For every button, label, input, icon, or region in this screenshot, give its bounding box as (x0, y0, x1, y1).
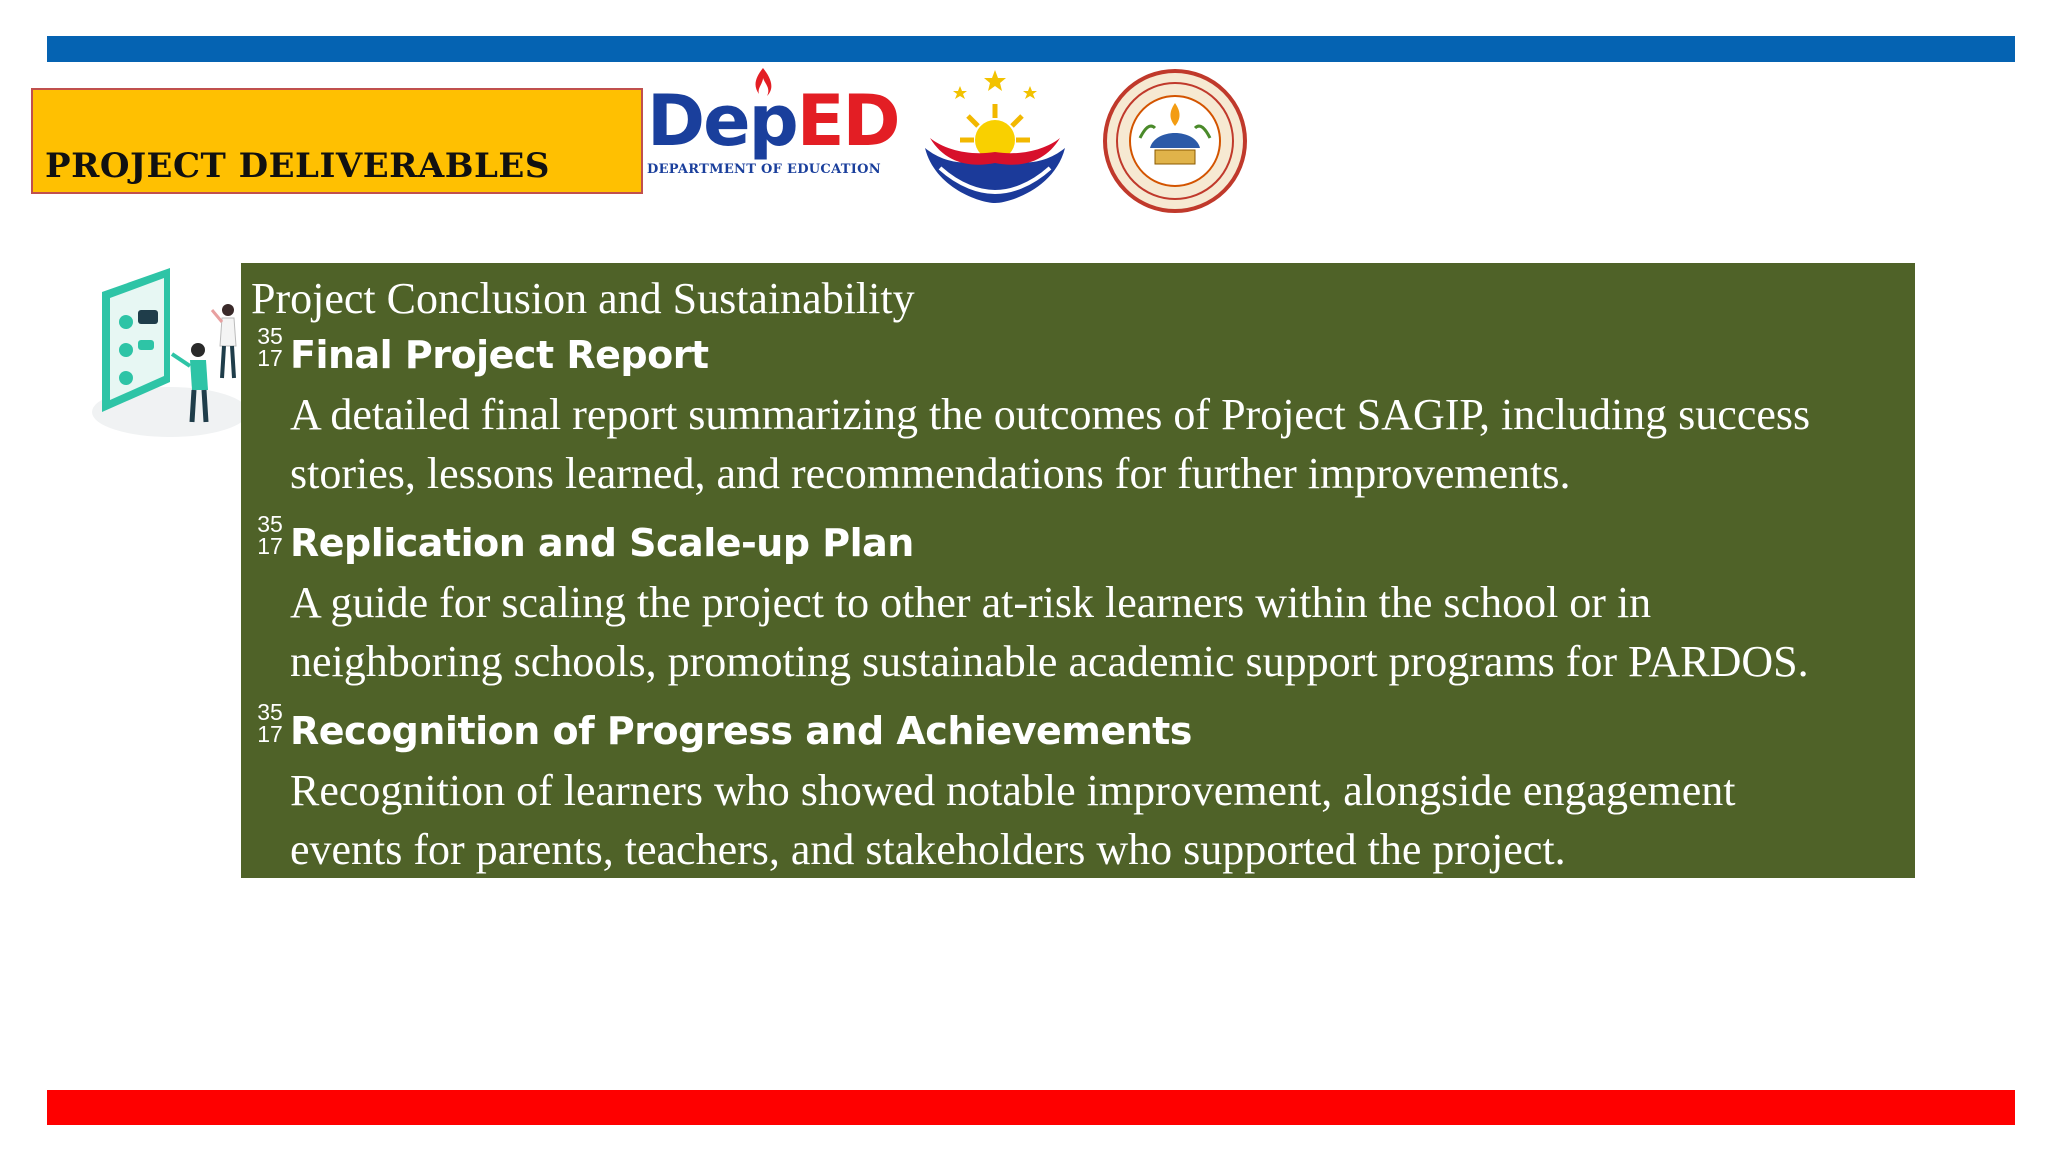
item-number-top: 35 (257, 699, 283, 725)
item-description-line: Recognition of learners who showed notable improvement, alongside engagement (290, 766, 1736, 815)
page-title: PROJECT DELIVERABLES (45, 146, 550, 186)
item-title-final-report: Final Project Report (290, 333, 709, 377)
item-title-recognition: Recognition of Progress and Achievements (290, 709, 1192, 753)
item-description-line: stories, lessons learned, and recommendations for further improvements. (290, 449, 1571, 498)
deped-subtitle: DEPARTMENT OF EDUCATION (647, 162, 881, 177)
item-number-bottom: 17 (257, 533, 283, 559)
item-number-top: 35 (257, 323, 283, 349)
item-description-line: A guide for scaling the project to other at-risk learners within the school or in (290, 578, 1652, 627)
section-heading: Project Conclusion and Sustainability (251, 274, 915, 323)
top-accent-bar (47, 36, 2015, 62)
title-box (31, 88, 643, 194)
deped-logo-icon (645, 66, 899, 186)
item-number-bottom: 17 (257, 721, 283, 747)
item-title-scale-up-plan: Replication and Scale-up Plan (290, 521, 914, 565)
item-number-bottom: 17 (257, 345, 283, 371)
item-description-line: A detailed final report summarizing the outcomes of Project SAGIP, including success (290, 390, 1811, 439)
deped-word-right: ED (796, 80, 899, 162)
deliverables-panel (241, 263, 1915, 878)
philippine-seal-icon (920, 68, 1070, 213)
item-description-line: neighboring schools, promoting sustainable academic support programs for PARDOS. (290, 637, 1809, 686)
item-number-top: 35 (257, 511, 283, 537)
item-description-line: events for parents, teachers, and stakeholders who supported the project. (290, 825, 1566, 874)
deped-wordmark (647, 80, 899, 162)
bottom-accent-bar (47, 1090, 2015, 1125)
division-seal-icon (1100, 68, 1250, 219)
project-illustration-icon (90, 262, 250, 447)
deped-word-left: Dep (647, 80, 797, 162)
